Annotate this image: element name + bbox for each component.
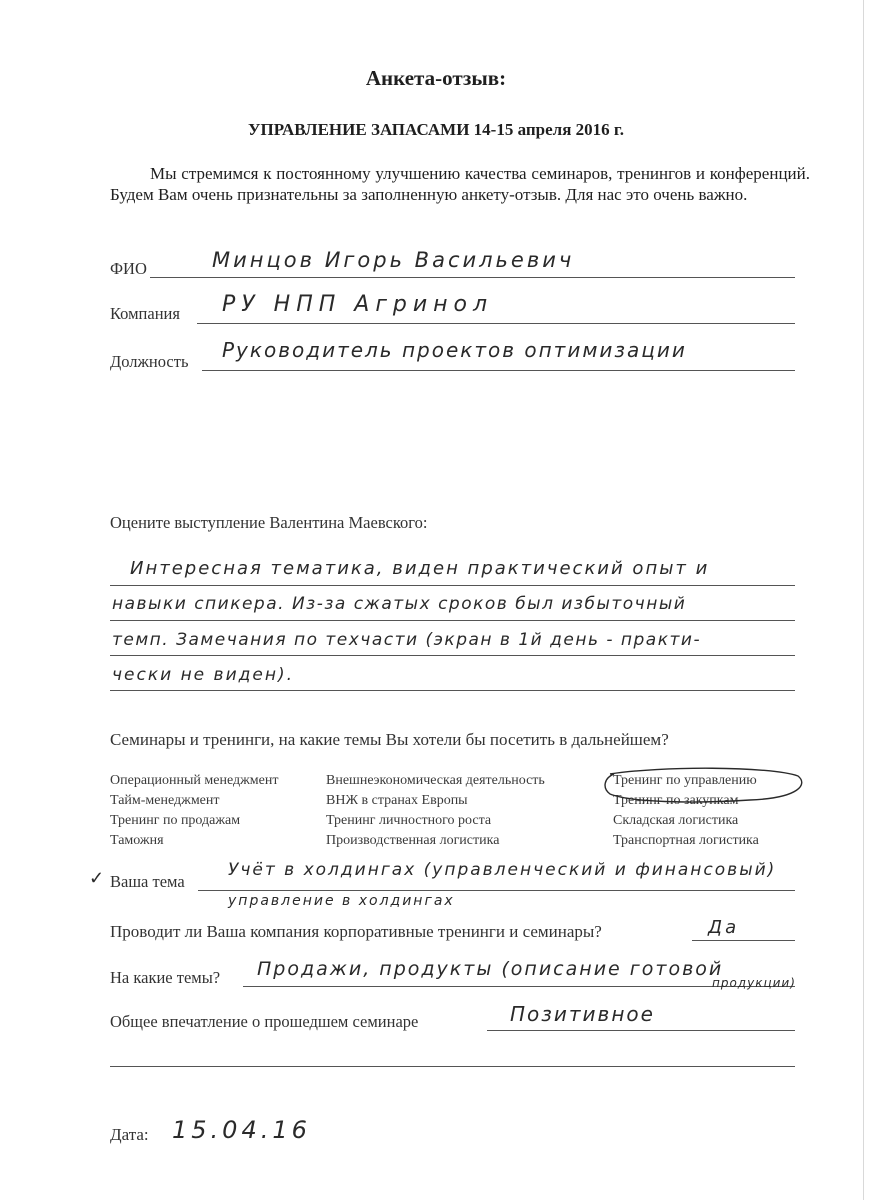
rating-line-4[interactable]: чески не виден).: [112, 665, 294, 685]
fio-value[interactable]: Минцов Игорь Васильевич: [212, 248, 575, 272]
corporate-answer[interactable]: Да: [708, 917, 740, 938]
fio-underline: [150, 277, 795, 278]
company-underline: [197, 323, 795, 324]
page-edge-line: [863, 0, 864, 1200]
rating-underline-4: [110, 690, 795, 691]
selection-circle-mark: [600, 764, 810, 808]
topic-option[interactable]: ВНЖ в странах Европы: [326, 793, 468, 808]
rating-line-2[interactable]: навыки спикера. Из-за сжатых сроков был избыточный: [112, 594, 687, 614]
impression-value[interactable]: Позитивное: [510, 1002, 655, 1026]
fio-label: ФИО: [110, 259, 147, 278]
corporate-underline: [692, 940, 795, 941]
topic-option[interactable]: Складская логистика: [613, 813, 739, 828]
topic-option[interactable]: Операционный менеджмент: [110, 773, 279, 788]
themes-label: На какие темы?: [110, 968, 221, 987]
topic-option[interactable]: Транспортная логистика: [613, 833, 759, 848]
topic-option[interactable]: Тренинг по закупкам: [613, 793, 739, 808]
rating-line-1[interactable]: Интересная тематика, виден практический опыт и: [130, 558, 710, 579]
topic-option[interactable]: Таможня: [110, 833, 164, 848]
form-subtitle: УПРАВЛЕНИЕ ЗАПАСАМИ 14-15 апреля 2016 г.: [248, 120, 624, 139]
your-topic-label: Ваша тема: [110, 872, 185, 891]
impression-underline-2: [110, 1066, 795, 1067]
topic-option[interactable]: Тренинг личностного роста: [326, 813, 492, 828]
topics-label: Семинары и тренинги, на какие темы Вы хотели бы посетить в дальнейшем?: [110, 730, 669, 749]
corporate-question-label: Проводит ли Ваша компания корпоративные тренинги и семинары?: [110, 922, 602, 941]
position-label: Должность: [110, 352, 189, 371]
position-value[interactable]: Руководитель проектов оптимизации: [222, 338, 687, 362]
topic-option[interactable]: Внешнеэкономическая деятельность: [326, 773, 545, 788]
rating-label: Оцените выступление Валентина Маевского:: [110, 513, 428, 532]
rating-underline-3: [110, 655, 795, 656]
topic-option[interactable]: Тренинг по продажам: [110, 813, 241, 828]
topic-option[interactable]: Тайм-менеджмент: [110, 793, 220, 808]
your-topic-value[interactable]: Учёт в холдингах (управленческий и финансовый): [228, 860, 777, 880]
rating-underline-2: [110, 620, 795, 621]
impression-underline: [487, 1030, 795, 1031]
your-topic-value-line2[interactable]: управление в холдингах: [228, 893, 455, 909]
form-title: Анкета-отзыв:: [365, 66, 507, 90]
intro-paragraph: Мы стремимся к постоянному улучшению качества семинаров, тренингов и конференций. Будем Вам очень признательны за заполненную анкету-отзыв. Для нас это очень важно.: [110, 164, 810, 204]
rating-line-3[interactable]: темп. Замечания по техчасти (экран в 1й день - практи-: [112, 630, 702, 650]
impression-label: Общее впечатление о прошедшем семинаре: [110, 1012, 419, 1031]
themes-value[interactable]: Продажи, продукты (описание готовой: [257, 958, 724, 980]
themes-value-line2[interactable]: продукции): [712, 976, 796, 990]
checkmark-icon: ✓: [89, 868, 105, 888]
company-value[interactable]: РУ НПП Агринол: [222, 292, 494, 317]
topic-option[interactable]: Производственная логистика: [326, 833, 500, 848]
topic-option-selected[interactable]: Тренинг по управлению: [613, 773, 757, 788]
company-label: Компания: [110, 304, 180, 323]
your-topic-underline: [198, 890, 795, 891]
date-label: Дата:: [110, 1125, 149, 1144]
date-value[interactable]: 15.04.16: [172, 1116, 311, 1144]
position-underline: [202, 370, 795, 371]
rating-underline-1: [110, 585, 795, 586]
